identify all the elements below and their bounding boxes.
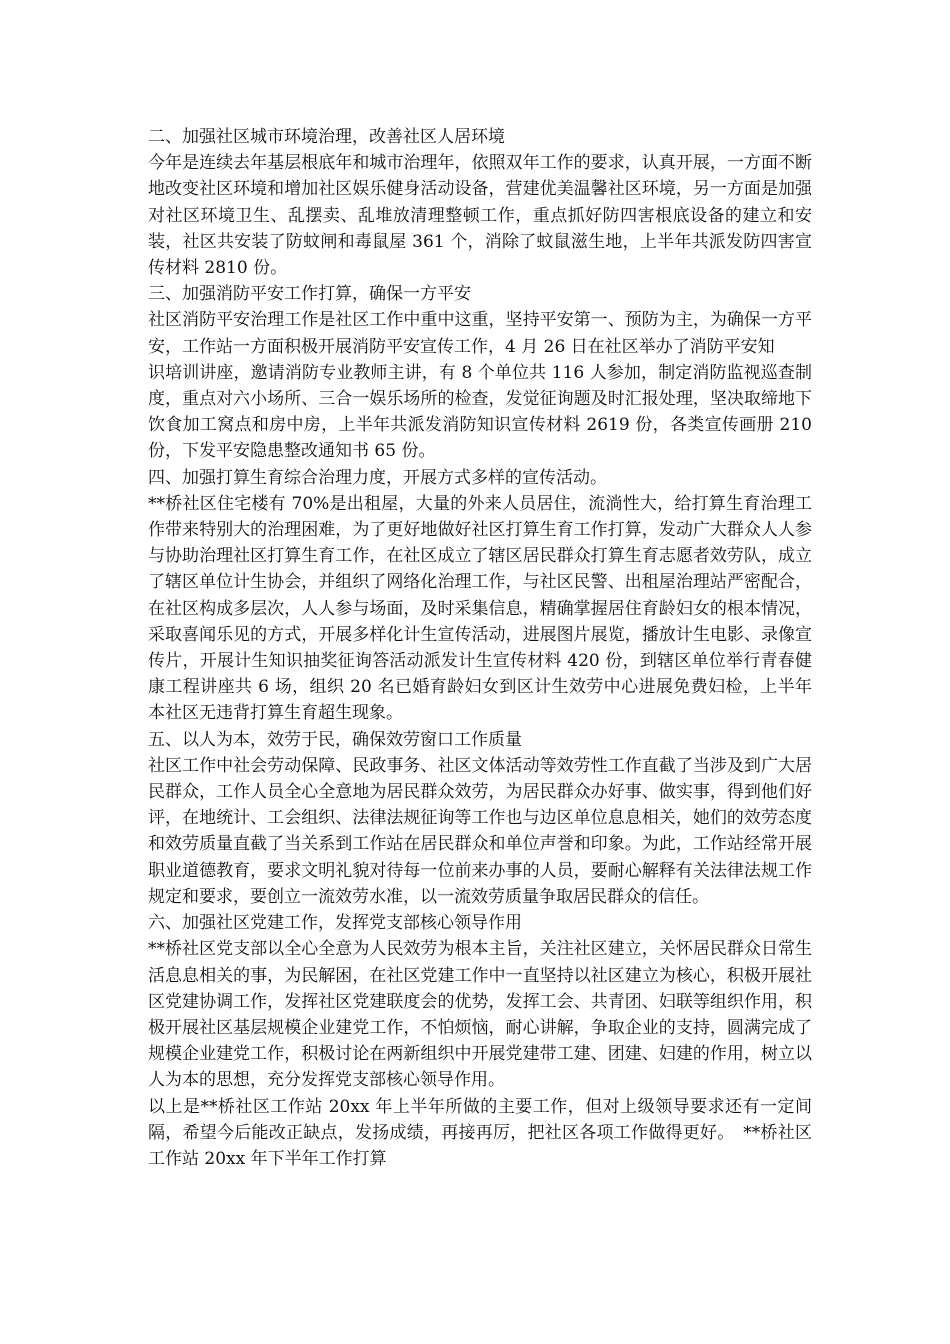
section-heading-family-planning: 四、加强打算生育综合治理力度，开展方式多样的宣传活动。 — [148, 467, 607, 488]
paragraph-conclusion: 以上是**桥社区工作站 20xx 年上半年所做的主要工作，但对上级领导要求还有一定间隔，希望今后能改正缺点，发扬成绩，再接再厉，把社区各项工作做得更好。 **桥社区工作站 20xx 年下半年工作打算 — [148, 1096, 812, 1169]
section-heading-service-quality: 五、以人为本，效劳于民，确保效劳窗口工作质量 — [148, 729, 522, 750]
paragraph-family-planning: **桥社区住宅楼有 70%是出租屋，大量的外来人员居住，流淌性大，给打算生育治理工作带来特别大的治理困难，为了更好地做好社区打算生育工作打算，发动广大群众人人参与协助治理社区打算生育工作，在社区成立了辖区居民群众打算生育志愿者效劳队，成立了辖区单位计生协会，并组织了网络化治理工作，与社区民警、出租屋治理站严密配合，在社区构成多层次，人人参与场面，及时采集信息，精确掌握居住育龄妇女的根本情况，采取喜闻乐见的方式，开展多样化计生宣传活动，进展图片展览，播放计生电影、录像宣传片，开展计生知识抽奖征询答活动派发计生宣传材料 420 份，到辖区单位举行青春健康工程讲座共 6 场，组织 20 名已婚育龄妇女到区计生效劳中心进展免费妇检，上半年本社区无违背打算生育超生现象。 — [148, 493, 812, 724]
document-body — [148, 124, 812, 1172]
paragraph-service-quality: 社区工作中社会劳动保障、民政事务、社区文体活动等效劳性工作直截了当涉及到广大居民群众，工作人员全心全意地为居民群众效劳，为居民群众办好事、做实事，得到他们好评，在地统计、工会组织、法律法规征询等工作也与边区单位息息相关，她们的效劳态度和效劳质量直截了当关系到工作站在居民群众和单位声誉和印象。为此，工作站经常开展职业道德教育，要求文明礼貌对待每一位前来办事的人员，要耐心解释有关法律法规工作规定和要求，要创立一流效劳水准，以一流效劳质量争取居民群众的信任。 — [148, 755, 812, 907]
section-heading-party-building: 六、加强社区党建工作，发挥党支部核心领导作用 — [148, 913, 522, 934]
paragraph-party-building: **桥社区党支部以全心全意为人民效劳为根本主旨，关注社区建立，关怀居民群众日常生活息息相关的事，为民解困，在社区党建工作中一直坚持以社区建立为核心，积极开展社区党建协调工作，发挥社区党建联度会的优势，发挥工会、共青团、妇联等组织作用，积极开展社区基层规模企业建党工作，不怕烦恼，耐心讲解，争取企业的支持，圆满完成了规模企业建党工作，积极讨论在两新组织中开展党建带工建、团建、妇建的作用，树立以人为本的思想，充分发挥党支部核心领导作用。 — [148, 939, 812, 1091]
section-heading-environment: 二、加强社区城市环境治理，改善社区人居环境 — [148, 127, 505, 147]
paragraph-fire-safety-1: 社区消防平安治理工作是社区工作中重中这重，坚持平安第一、预防为主，为确保一方平安，工作站一方面积极开展消防平安宣传工作，4 月 26 日在社区举办了消防平安知 — [148, 310, 812, 357]
section-heading-fire-safety: 三、加强消防平安工作打算，确保一方平安 — [148, 284, 471, 305]
paragraph-environment: 今年是连续去年基层根底年和城市治理年，依照双年工作的要求，认真开展，一方面不断地改变社区环境和增加社区娱乐健身活动设备，营建优美温馨社区环境，另一方面是加强对社区环境卫生、乱摆卖、乱堆放清理整顿工作，重点抓好防四害根底设备的建立和安装，社区共安装了防蚊闸和毒鼠屋 361 个，消除了蚊鼠滋生地，上半年共派发防四害宣传材料 2810 份。 — [148, 153, 812, 279]
paragraph-fire-safety-2: 识培训讲座，邀请消防专业教师主讲，有 8 个单位共 116 人参加，制定消防监视巡查制度，重点对六小场所、三合一娱乐场所的检查，发觉征询题及时汇报处理，坚决取缔地下饮食加工窝点和房中房，上半年共派发消防知识宣传材料 2619 份，各类宣传画册 210 份，下发平安隐患整改通知书 65 份。 — [148, 362, 812, 462]
